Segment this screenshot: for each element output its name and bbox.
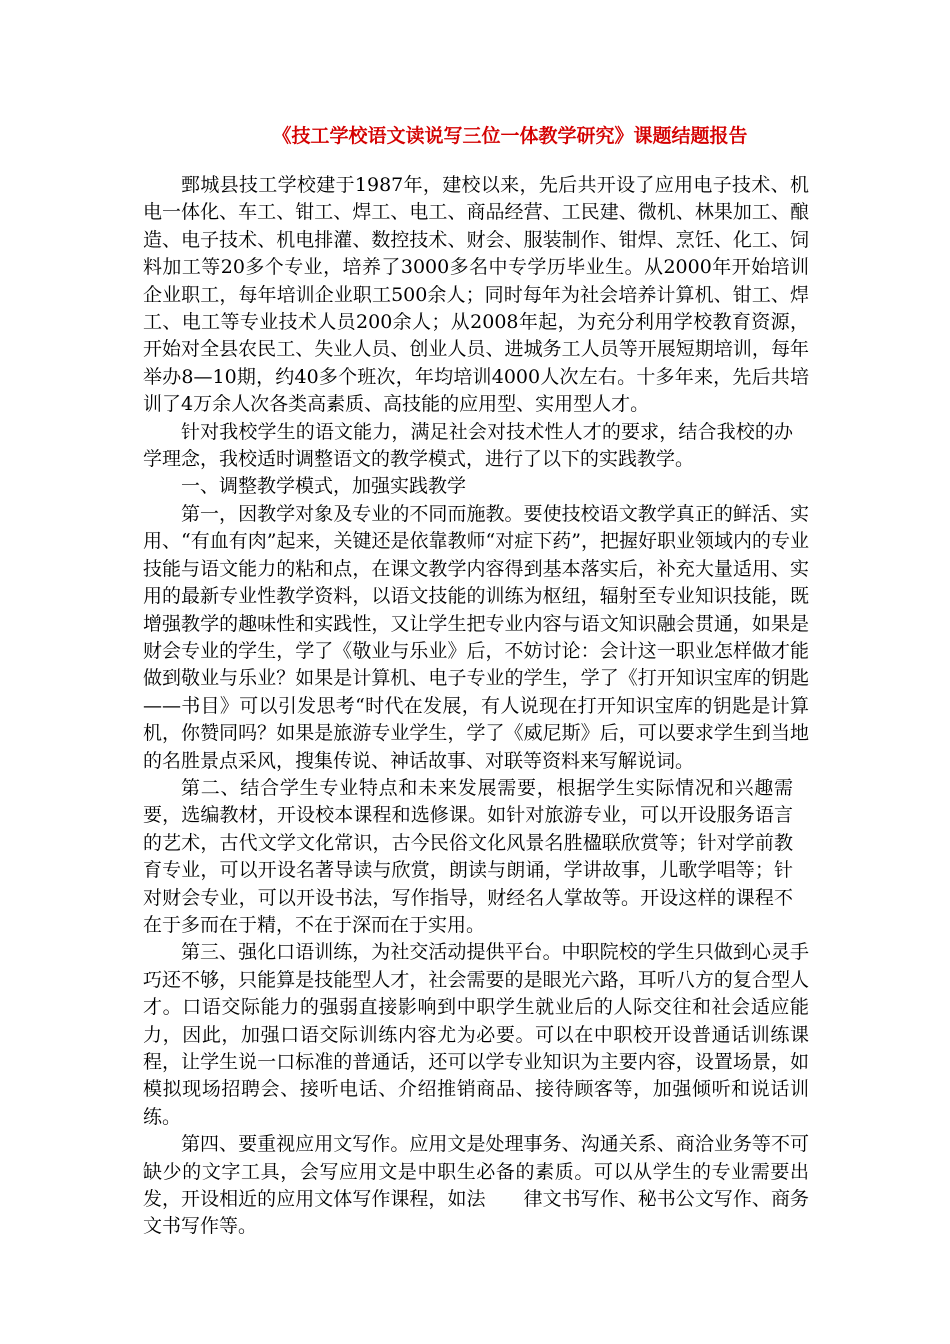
paragraph-point-one: 第一，因教学对象及专业的不同而施教。要使技校语文教学真正的鲜活、实用、“有血有肉”起来，关键还是依靠教师“对症下药”，把握好职业领域内的专业技能与语文能力的粘和点，在课文教学内容得到基本落实后，补充大量适用、实用的最新专业性教学资料，以语文技能的训练为枢纽，辐射至专业知识技能，既增强教学的趣味性和实践性，又让学生把专业内容与语文知识融会贯通，如果是财会专业的学生，学了《敬业与乐业》后，不妨讨论：会计这一职业怎样做才能做到敬业与乐业？如果是计算机、电子专业的学生，学了《打开知识宝库的钥匙——书目》可以引发思考“时代在发展，有人说现在打开知识宝库的钥匙是计算机，你赞同吗？如果是旅游专业学生，学了《威尼斯》后，可以要求学生到当地的名胜景点采风，搜集传说、神话故事、对联等资料来写解说词。 xyxy=(143,502,809,772)
paragraph-point-four: 第四、要重视应用文写作。应用文是处理事务、沟通关系、商洽业务等不可缺少的文字工具，会写应用文是中职生必备的素质。可以从学生的专业需要出发，开设相近的应用文体写作课程，如法 律文书写作、秘书公文写作、商务文书写作等。 xyxy=(143,1133,809,1238)
document-title: 《技工学校语文读说写三位一体教学研究》课题结题报告 xyxy=(272,125,748,147)
paragraph-school-history: 鄄城县技工学校建于1987年，建校以来，先后共开设了应用电子技术、机电一体化、车工、钳工、焊工、电工、商品经营、工民建、微机、林果加工、酿造、电子技术、机电排灌、数控技术、财会、服装制作、钳焊、烹饪、化工、饲料加工等20多个专业，培养了3000多名中专学历毕业生。从2000年开始培训企业职工，每年培训企业职工500余人；同时每年为社会培养计算机、钳工、焊工、电工等专业技术人员200余人；从2008年起，为充分利用学校教育资源，开始对全县农民工、失业人员、创业人员、进城务工人员等开展短期培训，每年举办8—10期，约40多个班次，年均培训4000人次左右。十多年来，先后共培训了4万余人次各类高素质、高技能的应用型、实用型人才。 xyxy=(143,174,809,416)
paragraph-point-three: 第三、强化口语训练，为社交活动提供平台。中职院校的学生只做到心灵手巧还不够，只能算是技能型人才，社会需要的是眼光六路，耳听八方的复合型人才。口语交际能力的强弱直接影响到中职学生就业后的人际交往和社会适应能力，因此，加强口语交际训练内容尤为必要。可以在中职校开设普通话训练课程，让学生说一口标准的普通话，还可以学专业知识为主要内容，设置场景，如模拟现场招聘会、接听电话、介绍推销商品、接待顾客等，加强倾听和说话训练。 xyxy=(143,941,809,1128)
document-body xyxy=(143,172,809,1241)
paragraph-point-two: 第二、结合学生专业特点和未来发展需要，根据学生实际情况和兴趣需要，选编教材，开设校本课程和选修课。如针对旅游专业，可以开设服务语言的艺术，古代文学文化常识，古今民俗文化风景名胜楹联欣赏等；针对学前教育专业，可以开设名著导读与欣赏，朗读与朗诵，学讲故事，儿歌学唱等；针对财会专业，可以开设书法，写作指导，财经名人掌故等。开设这样的课程不在于多而在于精，不在于深而在于实用。 xyxy=(143,776,793,936)
paragraph-practice-intro: 针对我校学生的语文能力，满足社会对技术性人才的要求，结合我校的办学理念，我校适时调整语文的教学模式，进行了以下的实践教学。 xyxy=(143,420,793,471)
section-heading-teaching-model: 一、调整教学模式，加强实践教学 xyxy=(181,475,467,498)
